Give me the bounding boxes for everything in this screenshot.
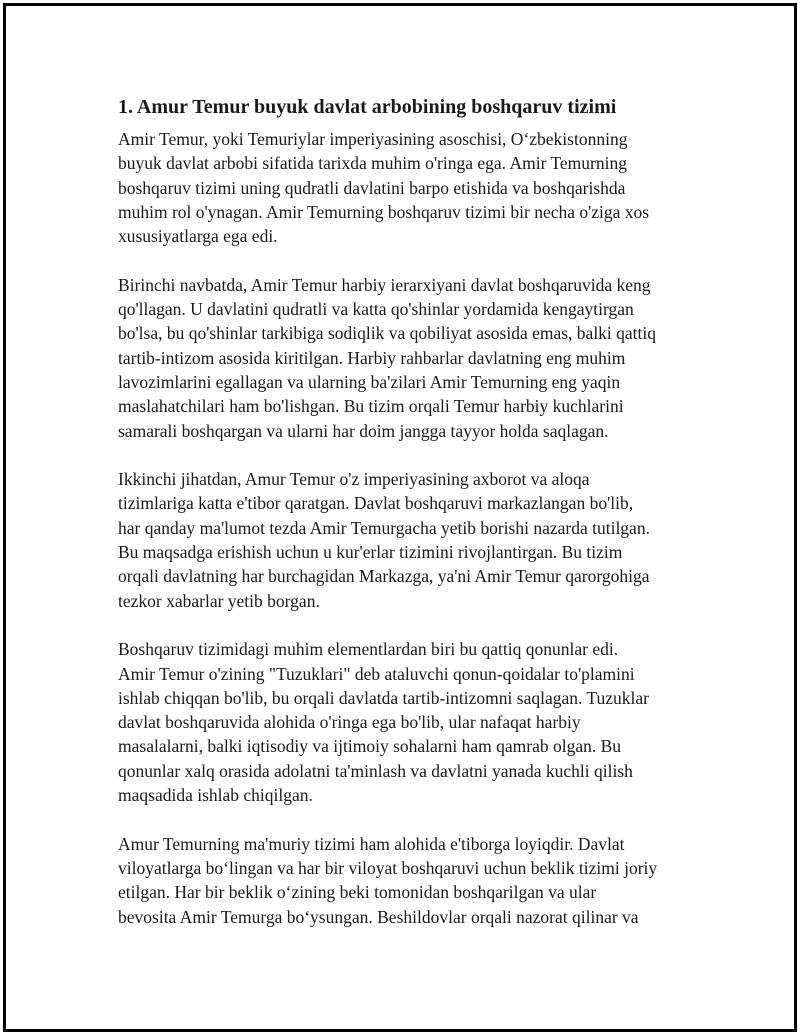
document-body <box>118 95 698 953</box>
paragraph-strict-laws: Boshqaruv tizimidagi muhim elementlardan biri bu qattiq qonunlar edi. Amir Temur o'zining "Tuzuklari" deb ataluvchi qonun-qoidalar to'plamini ishlab chiqqan bo'lib, bu orqali davlatda tartib-intizomni saqlagan. Tuzuklar davlat boshqaruvida alohida o'ringa ega bo'lib, ular nafaqat harbiy masalalarni, balki iqtisodiy va ijtimoiy sohalarni ham qamrab olgan. Bu qonunlar xalq orasida adolatni ta'minlash va davlatni yanada kuchli qilish maqsadida ishlab chiqilgan. <box>118 639 649 806</box>
paragraph-administrative-system: Amur Temurning ma'muriy tizimi ham alohida e'tiborga loyiqdir. Davlat viloyatlarga bo‘lingan va har bir viloyat boshqaruvi uchun beklik tizimi joriy etilgan. Har bir beklik o‘zining beki tomonidan boshqarilgan va ular bevosita Amir Temurga bo‘ysungan. Beshildovlar orqali nazorat qilinar va <box>118 833 658 927</box>
paragraph-intro: Amir Temur, yoki Temuriylar imperiyasining asoschisi, O‘zbekistonning buyuk davlat arbobi sifatida tarixda muhim o'ringa ega. Amir Temurning boshqaruv tizimi uning qudratli davlatini barpo etishida va boshqarishda muhim rol o'ynagan. Amir Temurning boshqaruv tizimi bir necha o'ziga xos xususiyatlarga ega edi. <box>118 129 650 247</box>
paragraph-communication-system: Ikkinchi jihatdan, Amur Temur o'z imperiyasining axborot va aloqa tizimlariga katta e'tibor qaratgan. Davlat boshqaruvi markazlangan bo'lib, har qanday ma'lumot tezda Amir Temurgacha yetib borishi nazarda tutilgan. Bu maqsadga erishish uchun u kur'erlar tizimini rivojlantirgan. Bu tizim orqali davlatning har burchagidan Markazga, ya'ni Amir Temur qarorgohiga tezkor xabarlar yetib borgan. <box>118 469 650 611</box>
section-heading: 1. Amur Temur buyuk davlat arbobining boshqaruv tizimi <box>118 96 617 118</box>
paragraph-military-hierarchy: Birinchi navbatda, Amir Temur harbiy ierarxiyani davlat boshqaruvida keng qo'llagan. U davlatini qudratli va katta qo'shinlar yordamida kengaytirgan bo'lsa, bu qo'shinlar tarkibiga sodiqlik va qobiliyat asosida emas, balki qattiq tartib-intizom asosida kiritilgan. Harbiy rahbarlar davlatning eng muhim lavozimlarini egallagan va ularning ba'zilari Amir Temurning eng yaqin maslahatchilari ham bo'lishgan. Bu tizim orqali Temur harbiy kuchlarini samarali boshqargan va ularni har doim jangga tayyor holda saqlagan. <box>118 274 657 441</box>
